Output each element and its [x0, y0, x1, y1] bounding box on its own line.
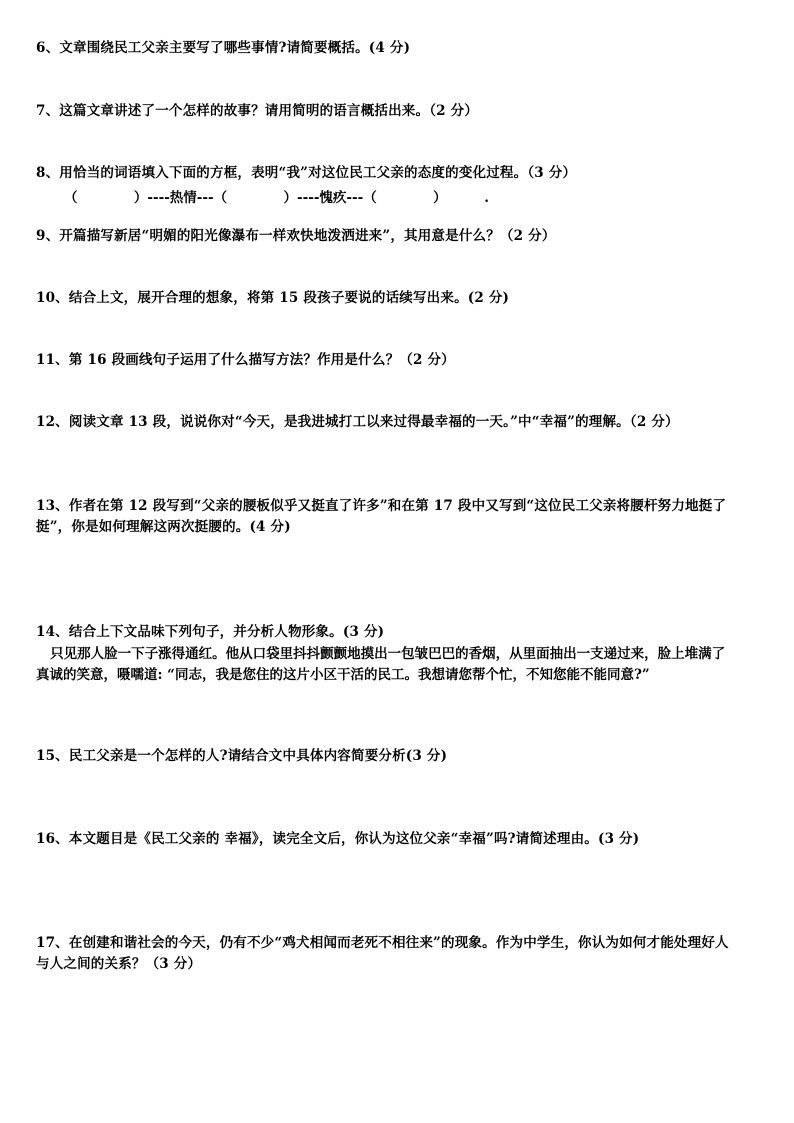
question-17-line-1: 17、在创建和谐社会的今天，仍有不少“鸡犬相闻而老死不相往来”的现象。作为中学生，你认为如何才能处理好人 — [36, 935, 729, 951]
question-8: 8、用恰当的词语填入下面的方框，表明“我”对这位民工父亲的态度的变化过程。（3 分） — [36, 165, 577, 181]
question-13 — [36, 496, 762, 538]
question-17 — [36, 933, 762, 975]
question-9: 9、开篇描写新居“明媚的阳光像瀑布一样欢快地泼洒进来”，其用意是什么？（2 分） — [36, 228, 556, 244]
question-8-fill-blanks: （ ）----热情---（ ）----愧疚---（ ） . — [64, 190, 489, 206]
question-14-quote-line-1: 只见那人脸一下子涨得通红。他从口袋里抖抖颤颤地摸出一包皱巴巴的香烟，从里面抽出一支递过来，脸上堆满了 — [36, 646, 726, 662]
question-16: 16、本文题目是《民工父亲的 幸福》，读完全文后，你认为这位父亲“幸福”吗?请简述理由。(3 分) — [36, 831, 640, 847]
question-14-quote — [36, 644, 762, 686]
question-14: 14、结合上下文品味下列句子，并分析人物形象。(3 分) — [36, 624, 385, 640]
question-7: 7、这篇文章讲述了一个怎样的故事？请用简明的语言概括出来。（2 分） — [36, 103, 479, 119]
question-14-quote-line-2: 真诚的笑意，嗫嚅道: “同志，我是您住的这片小区干活的民工。我想请您帮个忙，不知您能不能同意?” — [36, 667, 650, 683]
question-12: 12、阅读文章 13 段，说说你对“今天，是我进城打工以来过得最幸福的一天。”中“幸福”的理解。（2 分） — [36, 414, 679, 430]
question-17-line-2: 与人之间的关系？（3 分） — [36, 956, 202, 972]
question-11: 11、第 16 段画线句子运用了什么描写方法？作用是什么？（2 分） — [36, 352, 455, 368]
question-13-line-2: 挺”，你是如何理解这两次挺腰的。(4 分) — [36, 519, 291, 535]
question-10: 10、结合上文，展开合理的想象，将第 15 段孩子要说的话续写出来。(2 分) — [36, 290, 510, 306]
question-6: 6、文章围绕民工父亲主要写了哪些事情?请简要概括。(4 分) — [36, 40, 411, 56]
question-13-line-1: 13、作者在第 12 段写到“父亲的腰板似乎又挺直了许多”和在第 17 段中又写到“这位民工父亲将腰杆努力地挺了 — [36, 498, 727, 514]
question-15: 15、民工父亲是一个怎样的人?请结合文中具体内容简要分析(3 分) — [36, 748, 448, 764]
